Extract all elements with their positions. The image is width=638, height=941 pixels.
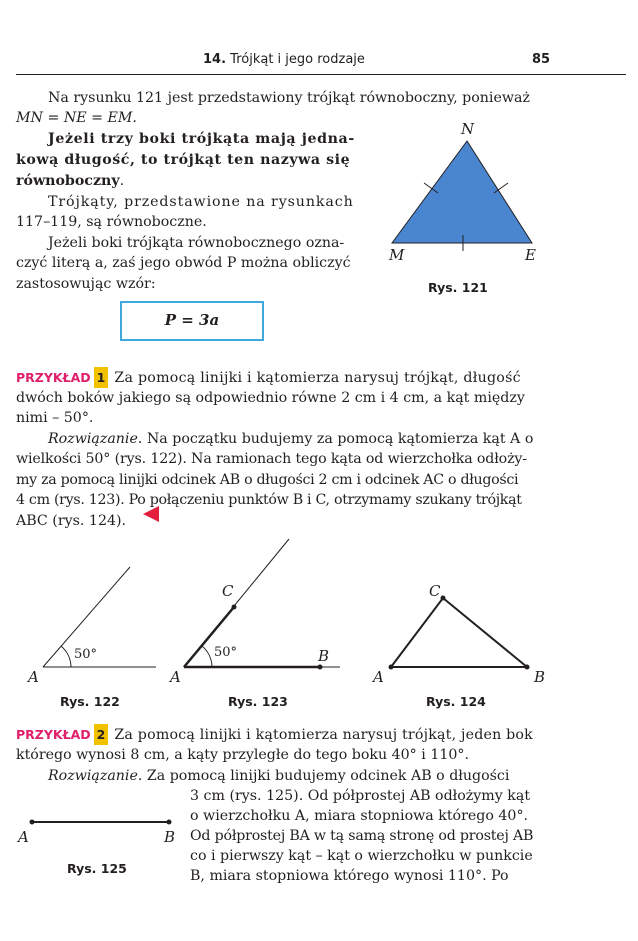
angle-arc-122 (61, 646, 71, 667)
fig122-a-label: A (28, 668, 39, 686)
fig124-b-label: B (534, 668, 546, 686)
page-number: 85 (532, 52, 551, 67)
solution-2-line-3: o wierzchołku A, miara stopniowa którego 40°. (190, 808, 529, 824)
chapter-number: 14. (203, 52, 227, 67)
text-line-5: zastosowując wzór: (16, 276, 156, 292)
solution-2-line-5: co i pierwszy kąt – kąt o wierzchołku w punkcie (190, 848, 533, 864)
fig123-angle-label: 50° (214, 645, 238, 660)
text-line-1: Trójkąty, przedstawione na rysunkach (48, 194, 354, 210)
intro-line-1: Na rysunku 121 jest przedstawiony trójkąt równoboczny, ponieważ (48, 90, 530, 106)
point-c-124 (441, 596, 446, 601)
text-line-2: 117–119, są równoboczne. (16, 214, 207, 230)
example-1-line-2: dwóch boków jakiego są odpowiednio równe 2 cm i 4 cm, a kąt między (16, 390, 525, 406)
figure-123-caption: Rys. 123 (228, 694, 288, 709)
perimeter-formula-box: P = 3a (120, 301, 264, 341)
fig125-a-label: A (18, 828, 29, 846)
definition-line-2: kową długość, to trójkąt ten nazywa się (16, 152, 351, 168)
equilateral-triangle (392, 141, 532, 243)
figure-125-caption: Rys. 125 (67, 861, 127, 876)
text-line-3: Jeżeli boki trójkąta równobocznego ozna- (48, 235, 345, 251)
figure-122-caption: Rys. 122 (60, 694, 120, 709)
point-a-124 (389, 665, 394, 670)
figure-121-caption: Rys. 121 (428, 280, 488, 295)
point-b-123 (318, 665, 323, 670)
vertex-e-label: E (525, 246, 536, 264)
example-2-label: PRZYKŁAD (16, 727, 91, 742)
solution-1-line-2: wielkości 50° (rys. 122). Na ramionach tego kąta od wierzchołka odłoży- (16, 451, 527, 467)
example-1-label: PRZYKŁAD (16, 370, 91, 385)
vertex-m-label: M (389, 246, 405, 264)
solution-2-line-1: Rozwiązanie. Za pomocą linijki budujemy odcinek AB o długości (48, 768, 510, 784)
fig124-a-label: A (373, 668, 384, 686)
vertex-n-label: N (461, 120, 475, 138)
intro-line-2: MN = NE = EM. (16, 110, 137, 126)
solution-1-line-1: Rozwiązanie. Na początku budujemy za pomocą kątomierza kąt A o (48, 431, 534, 447)
example-1-line-1: PRZYKŁAD 1 Za pomocą linijki i kątomierza narysuj trójkąt, długość (16, 367, 521, 389)
triangle-abc-124 (391, 598, 527, 667)
example-2-line-1: PRZYKŁAD 2 Za pomocą linijki i kątomierza narysuj trójkąt, jeden bok (16, 724, 533, 746)
example-2-number: 2 (94, 724, 109, 745)
solution-1-line-4: 4 cm (rys. 123). Po połączeniu punktów B i C, otrzymamy szukany trójkąt (16, 492, 522, 508)
definition-line-1: Jeżeli trzy boki trójkąta mają jedna- (48, 131, 355, 147)
figure-124-caption: Rys. 124 (426, 694, 486, 709)
definition-line-3: równoboczny. (16, 173, 125, 189)
solution-1-line-3: my za pomocą linijki odcinek AB o długości 2 cm i odcinek AC o długości (16, 472, 519, 488)
solution-1-line-5: ABC (rys. 124). (16, 513, 127, 529)
chapter-title: Trójkąt i jego rodzaje (230, 52, 365, 67)
point-b-125 (167, 820, 172, 825)
fig123-c-label: C (222, 582, 234, 600)
solution-2-line-2: 3 cm (rys. 125). Od półprostej AB odłożymy kąt (190, 788, 531, 804)
fig123-b-label: B (318, 647, 330, 665)
angle-arc-123 (202, 646, 212, 667)
example-2-line-2: którego wynosi 8 cm, a kąty przyległe do tego boku 40° i 110°. (16, 747, 470, 763)
point-b-124 (525, 665, 530, 670)
solution-2-line-6: B, miara stopniowa którego wynosi 110°. Po (190, 868, 509, 884)
fig123-a-label: A (170, 668, 181, 686)
fig125-b-label: B (164, 828, 176, 846)
point-c-123 (232, 605, 237, 610)
point-a-125 (30, 820, 35, 825)
text-line-4: czyć literą a, zaś jego obwód P można obliczyć (16, 255, 351, 271)
example-1-line-3: nimi – 50°. (16, 410, 94, 426)
example-1-number: 1 (94, 367, 109, 388)
definition-term: równoboczny (16, 173, 120, 189)
fig122-angle-label: 50° (74, 647, 98, 662)
fig124-c-label: C (429, 582, 441, 600)
solution-2-line-4: Od półprostej BA w tą samą stronę od prostej AB (190, 828, 534, 844)
